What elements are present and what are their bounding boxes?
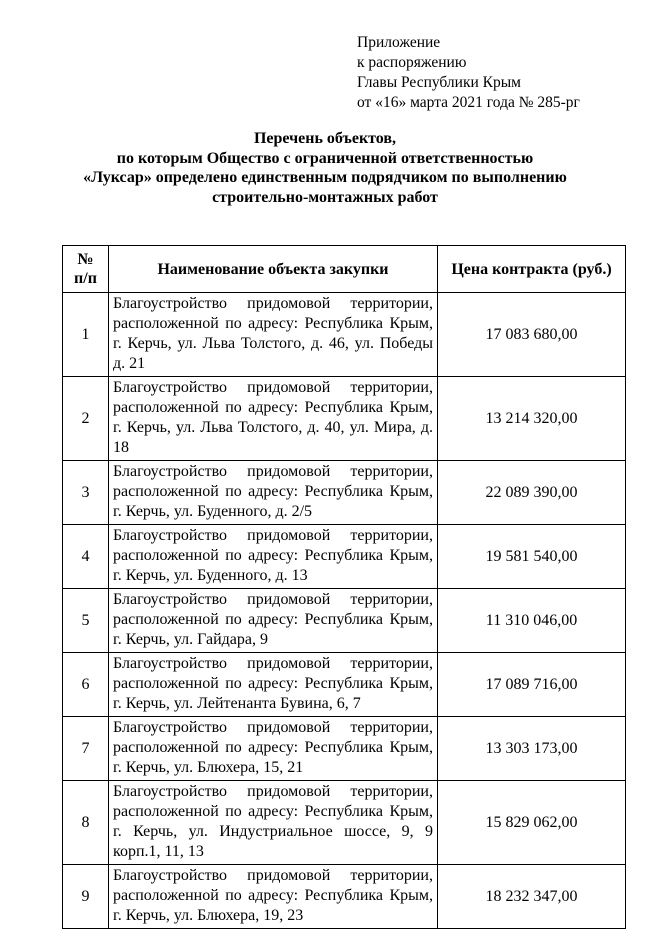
annex-line: Главы Республики Крым [357, 74, 521, 91]
object-name: Благоустройство придомовой территории, расположенной по адресу: Республика Крым, г. Керчь, ул. Буденного, д. 13 [109, 525, 438, 589]
object-name: Благоустройство придомовой территории, расположенной по адресу: Республика Крым, г. Керчь, ул. Льва Толстого, д. 40, ул. Мира, д. 18 [109, 377, 438, 461]
row-number: 2 [63, 377, 109, 461]
object-name: Благоустройство придомовой территории, расположенной по адресу: Республика Крым, г. Керчь, ул. Буденного, д. 2/5 [109, 461, 438, 525]
contract-price: 19 581 540,00 [438, 525, 626, 589]
table-header [63, 246, 626, 293]
objects-table [62, 245, 626, 929]
row-number: 1 [63, 293, 109, 377]
col-header-num-line1: № [77, 251, 94, 268]
annex-line: к распоряжению [357, 54, 467, 71]
header-row [63, 246, 626, 293]
title-line: строительно-монтажных работ [212, 188, 438, 206]
object-name: Благоустройство придомовой территории, расположенной по адресу: Республика Крым, г. Керчь, ул. Блюхера, 19, 23 [109, 865, 438, 929]
row-number: 5 [63, 589, 109, 653]
col-header-num-line2: п/п [74, 270, 97, 287]
contract-price: 17 083 680,00 [438, 293, 626, 377]
table-row [63, 653, 626, 717]
row-number: 8 [63, 781, 109, 865]
table-row [63, 589, 626, 653]
annex-line: Приложение [357, 34, 441, 51]
col-header-num [63, 246, 109, 293]
row-number: 9 [63, 865, 109, 929]
document-title [0, 129, 650, 207]
table-row [63, 865, 626, 929]
contract-price: 18 232 347,00 [438, 865, 626, 929]
contract-price: 15 829 062,00 [438, 781, 626, 865]
table-row [63, 377, 626, 461]
table-row [63, 293, 626, 377]
table-row [63, 525, 626, 589]
object-name: Благоустройство придомовой территории, расположенной по адресу: Республика Крым, г. Керчь, ул. Блюхера, 15, 21 [109, 717, 438, 781]
contract-price: 22 089 390,00 [438, 461, 626, 525]
title-line: Перечень объектов, [253, 130, 397, 147]
row-number: 3 [63, 461, 109, 525]
table-row [63, 461, 626, 525]
table-body [63, 293, 626, 929]
object-name: Благоустройство придомовой территории, расположенной по адресу: Республика Крым, г. Керчь, ул. Индустриальное шоссе, 9, 9 корп.1, 11, 13 [109, 781, 438, 865]
title-line: по которым Общество с ограниченной ответственностью [116, 149, 534, 167]
object-name: Благоустройство придомовой территории, расположенной по адресу: Республика Крым, г. Керчь, ул. Гайдара, 9 [109, 589, 438, 653]
object-name: Благоустройство придомовой территории, расположенной по адресу: Республика Крым, г. Керчь, ул. Льва Толстого, д. 46, ул. Победы д. 21 [109, 293, 438, 377]
contract-price: 13 214 320,00 [438, 377, 626, 461]
title-line: «Луксар» определено единственным подрядчиком по выполнению [83, 169, 567, 186]
row-number: 6 [63, 653, 109, 717]
contract-price: 13 303 173,00 [438, 717, 626, 781]
annex-header [357, 33, 580, 113]
table-row [63, 717, 626, 781]
col-header-price: Цена контракта (руб.) [438, 246, 626, 293]
col-header-name: Наименование объекта закупки [109, 246, 438, 293]
object-name: Благоустройство придомовой территории, расположенной по адресу: Республика Крым, г. Керчь, ул. Лейтенанта Бувина, 6, 7 [109, 653, 438, 717]
contract-price: 11 310 046,00 [438, 589, 626, 653]
row-number: 7 [63, 717, 109, 781]
contract-price: 17 089 716,00 [438, 653, 626, 717]
table-row [63, 781, 626, 865]
annex-line: от «16» марта 2021 года № 285-рг [357, 94, 580, 111]
row-number: 4 [63, 525, 109, 589]
